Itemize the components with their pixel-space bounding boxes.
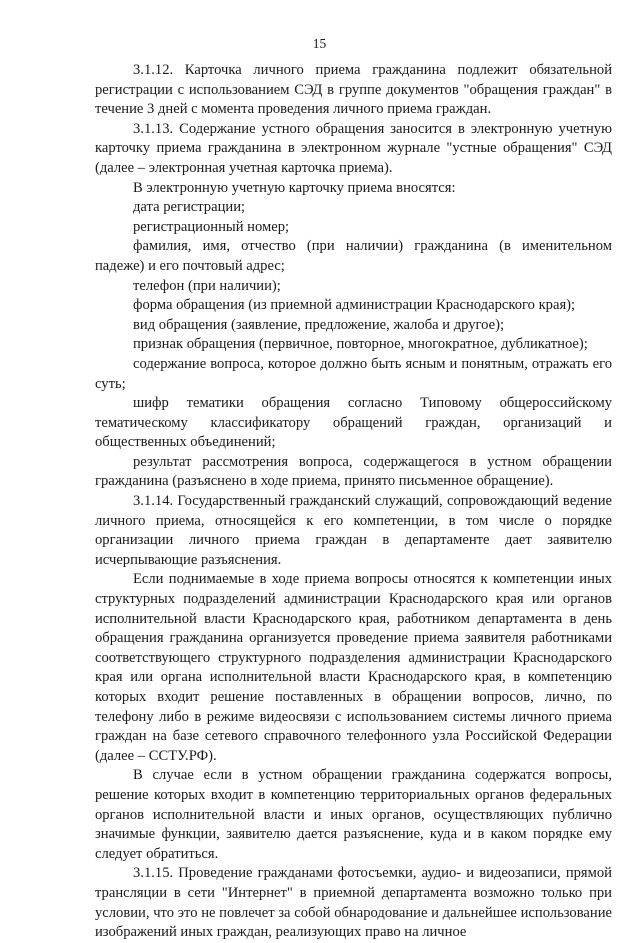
list-item-full-name-address: фамилия, имя, отчество (при наличии) гражданина (в именительном падеже) и его почтовый адрес; [95,238,612,274]
list-item-appeal-form: форма обращения (из приемной администрации Краснодарского края); [133,297,576,314]
paragraph-federal-bodies: В случае если в устном обращении гражданина содержатся вопросы, решение которых входит в компетенцию территориальных органов федеральных органов исполнительной власти и иных органов, осуществляющих публично значимые функции, заявителю дается разъяснение, куда и в каком порядке ему следует обратиться. [95,767,612,862]
list-item-question-content: содержание вопроса, которое должно быть ясным и понятным, отражать его суть; [95,355,612,392]
list-item-phone: телефон (при наличии); [133,277,281,294]
paragraph-3-1-15: 3.1.15. Проведение гражданами фотосъемки, аудио- и видеозаписи, прямой трансляции в сети "Интернет" в приемной департамента возможно только при условии, что это не повлечет за собой обнародование и дальнейшее использование изображений иных граждан, реализующих право на личное [95,865,612,941]
list-item-appeal-sign: признак обращения (первичное, повторное, многократное, дубликатное); [133,336,588,353]
list-item-appeal-type: вид обращения (заявление, предложение, жалоба и другое); [133,316,505,333]
paragraph-other-competence: Если поднимаемые в ходе приема вопросы относятся к компетенции иных структурных подразделений администрации Краснодарского края или органов исполнительной власти Краснодарского края, работником департамента в день обращения гражданина организуется проведение приема заявителя работниками соответствующего структурного подразделения администрации Краснодарского края или органа исполнительной власти Краснодарского края, в компетенцию которых входит решение поставленных в обращении вопросов, лично, по телефону либо в режиме видеосвязи с использованием системы личного приема граждан на базе сетевого справочного телефонного узла Российской Федерации (далее – ССТУ.РФ). [95,571,612,764]
paragraph-3-1-14: 3.1.14. Государственный гражданский служащий, сопровождающий ведение личного приема, относящейся к его компетенции, в том числе о порядке организации личного приема граждан в департаменте дает заявителю исчерпывающие разъяснения. [95,493,612,568]
document-body [95,61,612,943]
list-item-registration-date: дата регистрации; [133,199,246,216]
paragraph-3-1-13: 3.1.13. Содержание устного обращения заносится в электронную учетную карточку приема гражданина в электронном журнале "устные обращения" СЭД (далее – электронная учетная карточка приема). [95,120,612,176]
paragraph-3-1-12: 3.1.12. Карточка личного приема гражданина подлежит обязательной регистрации с использованием СЭД в группе документов "обращения граждан" в течение 3 дней с момента проведения личного приема граждан. [95,62,612,118]
paragraph-card-fields-intro: В электронную учетную карточку приема вносятся: [133,179,456,196]
page-number: 15 [312,36,327,51]
list-item-registration-number: регистрационный номер; [133,218,290,235]
list-item-topic-code: шифр тематики обращения согласно Типовому общероссийскому тематическому классификатору обращений граждан, организаций и общественных объединений; [95,395,612,451]
list-item-review-result: результат рассмотрения вопроса, содержащегося в устном обращении гражданина (разъяснено в ходе приема, принято письменное обращение). [95,453,612,490]
